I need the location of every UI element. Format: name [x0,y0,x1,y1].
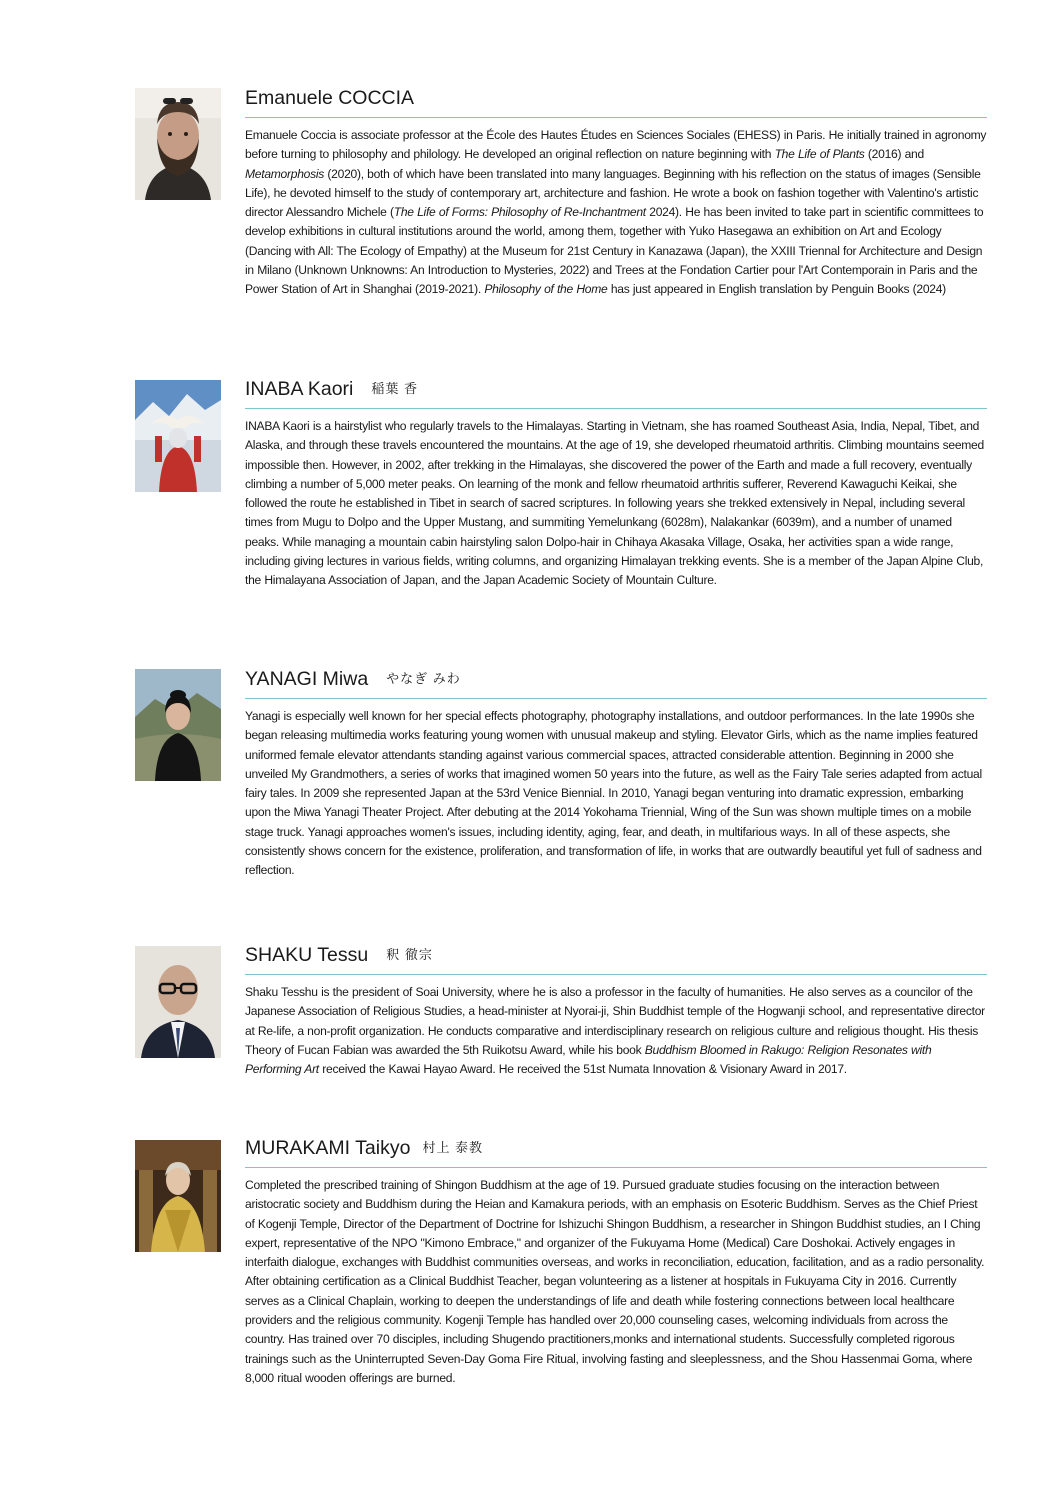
bio-name [245,1136,987,1162]
divider [245,1167,987,1168]
divider [245,974,987,975]
bio-name-latin: MURAKAMI Taikyo [245,1137,411,1159]
bio-body: Yanagi is especially well known for her special effects photography, photography installations, and outdoor performances. In the late 1990s she began releasing multimedia works featuring young women with unusual makeup and styling. Elevator Girls, which as the name implies featured uniformed female elevator attendants standing against various commercial spaces, attracted considerable attention. Beginning in 2000 she unveiled My Grandmothers, a series of works that imagined women 50 years into the future, as well as the Fairy Tale series adapted from actual fairy tales. In 2009 she represented Japan at the 53rd Venice Biennial. In 2010, Yanagi began venturing into dramatic expression, embarking upon the Miwa Yanagi Theater Project. After debuting at the 2014 Yokohama Triennial, Wing of the Sun was shown multiple times on a mobile stage truck. Yanagi approaches women's issues, including identity, aging, fear, and death, in multifarious ways. In all of these aspects, she consistently shows concern for the existence, proliferation, and transformation of life, in works that are outwardly beautiful yet full of sadness and reflection. [245,709,982,878]
bio-name [245,667,987,693]
bio-name-latin: Emanuele COCCIA [245,87,415,109]
portrait-image [135,88,221,200]
bio-text [245,377,987,591]
bio-text [245,667,987,881]
bio-text [245,1136,987,1388]
portrait-photo [135,1140,221,1252]
bio-name-japanese: 村上 泰教 [422,1140,484,1155]
portrait-image [135,380,221,492]
portrait-image [135,1140,221,1252]
bio-body: INABA Kaori is a hairstylist who regularly travels to the Himalayas. Starting in Vietnam, she has roamed Southeast Asia, India, Nepal, Tibet, and Alaska, and through these travels encountered the mountains. At the age of 19, she developed rheumatoid arthritis. Climbing mountains seemed impossible then. However, in 2002, after trekking in the Himalayas, she discovered the power of the Earth and made a full recovery, eventually climbing a number of 5,000 meter peaks. On learning of the monk and fellow rheumatoid arthritis sufferer, Reverend Kawaguchi Keikai, she followed the route he established in Tibet in search of sacred scriptures. In following years she trekked extensively in Nepal, including several times from Mugu to Dolpo and the Upper Mustang, and summiting Yemelunkang (6028m), Nalakankar (6039m), and a number of unamed peaks. While managing a mountain cabin hairstyling salon Dolpo-hair in Chihaya Akasaka Village, Osaka, her activities span a wide range, including giving lectures in various fields, writing columns, and organizing Himalayan trekking events. She is a member of the Japan Alpine Club, the Himalayana Association of Japan, and the Japan Academic Society of Mountain Culture. [245,419,984,588]
bio-name-latin: SHAKU Tessu [245,944,369,966]
bio-name-latin: INABA Kaori [245,378,354,400]
bio-name [245,86,987,112]
bio-name-japanese: やなぎ みわ [386,671,461,686]
bio-body: Shaku Tesshu is the president of Soai University, where he is also a professor in the faculty of humanities. He also serves as a councilor of the Japanese Association of Religious Studies, a head-minister at Nyorai-ji, Shin Buddhist temple of the Hogwanji school, and representative director at Re-life, a non-profit organization. He conducts comparative and interdisciplinary research on religious culture and religious thought. His thesis Theory of Fucan Fabian was awarded the 5th Ruikotsu Award, while his book Buddhism Bloomed in Rakugo: Religion Resonates with Performing Art received the Kawai Hayao Award. He received the 51st Numata Innovation & Visionary Award in 2017. [245,985,985,1077]
bio-text [245,86,987,300]
divider [245,117,987,118]
bio-name [245,377,987,403]
portrait-photo [135,669,221,781]
bio-name-japanese: 釈 徹宗 [386,947,433,962]
portrait-photo [135,88,221,200]
bio-name [245,943,987,969]
portrait-image [135,669,221,781]
bio-body: Emanuele Coccia is associate professor at the École des Hautes Études en Sciences Sociales (EHESS) in Paris. He initially trained in agronomy before turning to philosophy and philology. He developed an original reflection on nature beginning with The Life of Plants (2016) and Metamorphosis (2020), both of which have been translated into many languages. Beginning with his reflection on the status of images (Sensible Life), he devoted himself to the study of contemporary art, architecture and fashion. He wrote a book on fashion together with Valentino's artistic director Alessandro Michele (The Life of Forms: Philosophy of Re-Inchantment 2024). He has been invited to take part in scientific committees to develop exhibitions in cultural institutions around the world, among them, together with Yuko Hasegawa an exhibition on Art and Ecology (Dancing with All: The Ecology of Empathy) at the Museum for 21st Century in Kanazawa (Japan), the XXIII Triennal for Architecture and Design in Milano (Unknown Unknowns: An Introduction to Mysteries, 2022) and Trees at the Fondation Cartier pour l'Art Contemporain in Paris and the Power Station of Art in Shanghai (2019-2021). Philosophy of the Home has just appeared in English translation by Penguin Books (2024) [245,128,987,297]
portrait-photo [135,380,221,492]
bio-text [245,943,987,1079]
portrait-image [135,946,221,1058]
portrait-photo [135,946,221,1058]
bio-body: Completed the prescribed training of Shingon Buddhism at the age of 19. Pursued graduate studies focusing on the interaction between aristocratic society and Buddhism during the Heian and Kamakura periods, with an emphasis on Esoteric Buddhism. Serves as the Chief Priest of Kogenji Temple, Director of the Department of Doctrine for Ishizuchi Shingon Buddhism, a researcher in Shingon Buddhist studies, an I Ching expert, representative of the NPO "Kimono Embrace," and organizer of the Fukuyama Home (Medical) Care Doshokai. Actively engages in interfaith dialogue, exchanges with Buddhist communities overseas, and works in reconciliation, education, facilitation, and as a radio personality. After obtaining certification as a Clinical Buddhist Teacher, began volunteering as a listener at hospitals in Fukuyama City in 2016. Currently serves as a Clinical Chaplain, working to deepen the understandings of life and death while fostering connections between local healthcare providers and the religious community. Kogenji Temple has handled over 20,000 counseling cases, welcoming individuals from across the country. Has trained over 70 disciples, including Shugendo practitioners,monks and international students. Successfully completed rigorous trainings such as the Uninterrupted Seven-Day Goma Fire Ritual, involving fasting and sleeplessness, and the Shou Hassenmai Goma, where 8,000 ritual wooden offerings are burned. [245,1178,985,1385]
bio-name-japanese: 稲葉 香 [371,381,419,396]
divider [245,698,987,699]
divider [245,408,987,409]
bio-name-latin: YANAGI Miwa [245,668,369,690]
